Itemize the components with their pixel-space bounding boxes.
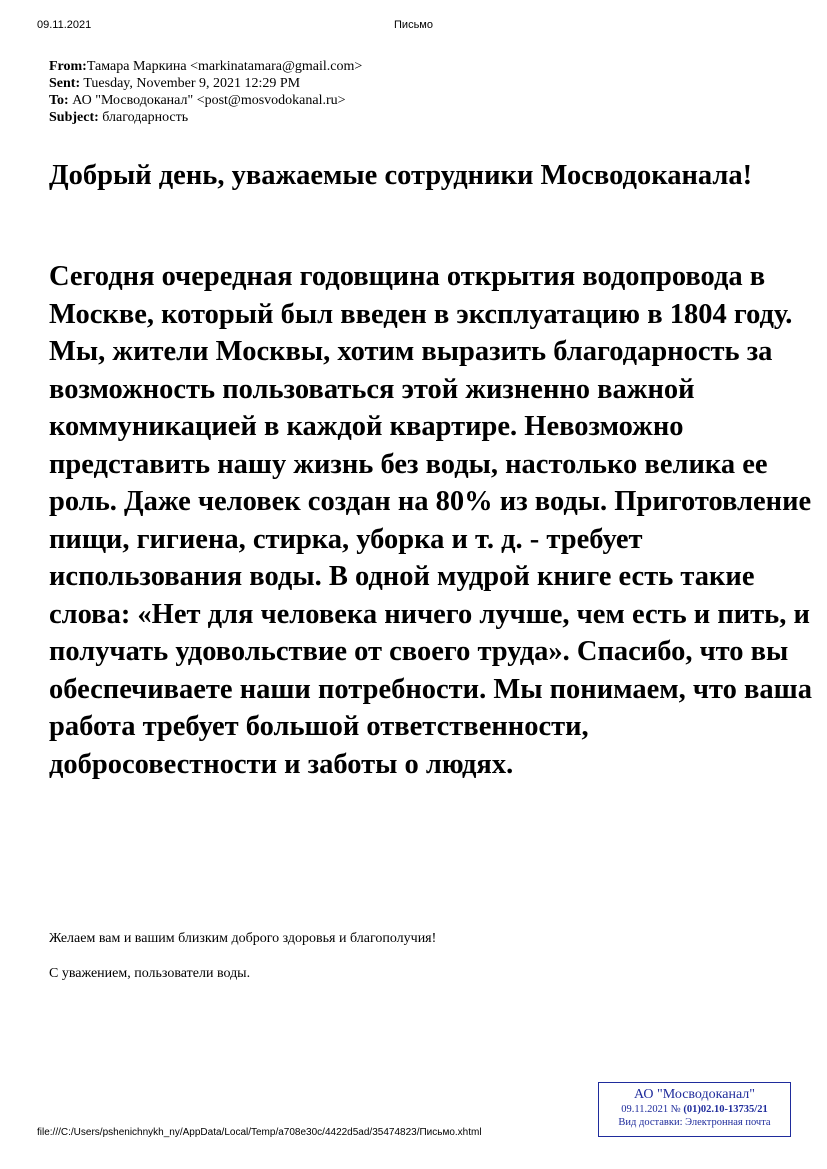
from-value: Тамара Маркина <markinatamara@gmail.com> <box>86 59 363 74</box>
sent-label: Sent: <box>49 76 81 91</box>
subject-value: благодарность <box>98 110 189 125</box>
email-headers <box>49 58 362 126</box>
print-title: Письмо <box>394 19 433 31</box>
stamp-delivery: Вид доставки: Электронная почта <box>618 1117 771 1128</box>
from-line <box>49 58 362 75</box>
footer-file-path: file:///C:/Users/pshenichnykh_ny/AppData/Local/Temp/a708e30c/4422d5ad/35474823/Письмо.xhtml <box>37 1127 482 1138</box>
from-label: From: <box>49 59 87 74</box>
stamp-registration <box>599 1103 790 1116</box>
registration-stamp <box>598 1082 791 1137</box>
letter-signoff: С уважением, пользователи воды. <box>49 966 251 981</box>
to-line <box>49 92 362 109</box>
subject-line <box>49 109 362 126</box>
letter-greeting: Добрый день, уважаемые сотрудники Мосводоканала! <box>49 160 753 191</box>
letter-body: Сегодня очередная годовщина открытия водопровода в Москве, который был введен в эксплуатацию в 1804 году. Мы, жители Москвы, хотим выразить благодарность за возможность пользоваться этой жизненно важной коммуникацией в каждой квартире. Невозможно представить нашу жизнь без воды, настолько велика ее роль. Даже человек создан на 80% из воды. Приготовление пищи, гигиена, стирка, уборка и т. д. - требует использования воды. В одной мудрой книге есть такие слова: «Нет для человека ничего лучше, чем есть и пить, и получать удовольствие от своего труда». Спасибо, что вы обеспечиваете наши потребности. Мы понимаем, что ваша работа требует большой ответственности, добросовестности и заботы о людях. <box>49 261 812 780</box>
stamp-reg-date: 09.11.2021 № <box>621 1104 684 1115</box>
letter-wish: Желаем вам и вашим близким доброго здоровья и благополучия! <box>49 931 437 946</box>
to-value: АО "Мосводоканал" <post@mosvodokanal.ru> <box>68 93 346 108</box>
sent-line <box>49 75 362 92</box>
sent-value: Tuesday, November 9, 2021 12:29 PM <box>80 76 301 91</box>
to-label: To: <box>49 93 69 108</box>
subject-label: Subject: <box>49 110 99 125</box>
stamp-org: АО "Мосводоканал" <box>634 1087 755 1102</box>
print-date: 09.11.2021 <box>37 19 92 31</box>
stamp-reg-number: (01)02.10-13735/21 <box>683 1104 768 1115</box>
